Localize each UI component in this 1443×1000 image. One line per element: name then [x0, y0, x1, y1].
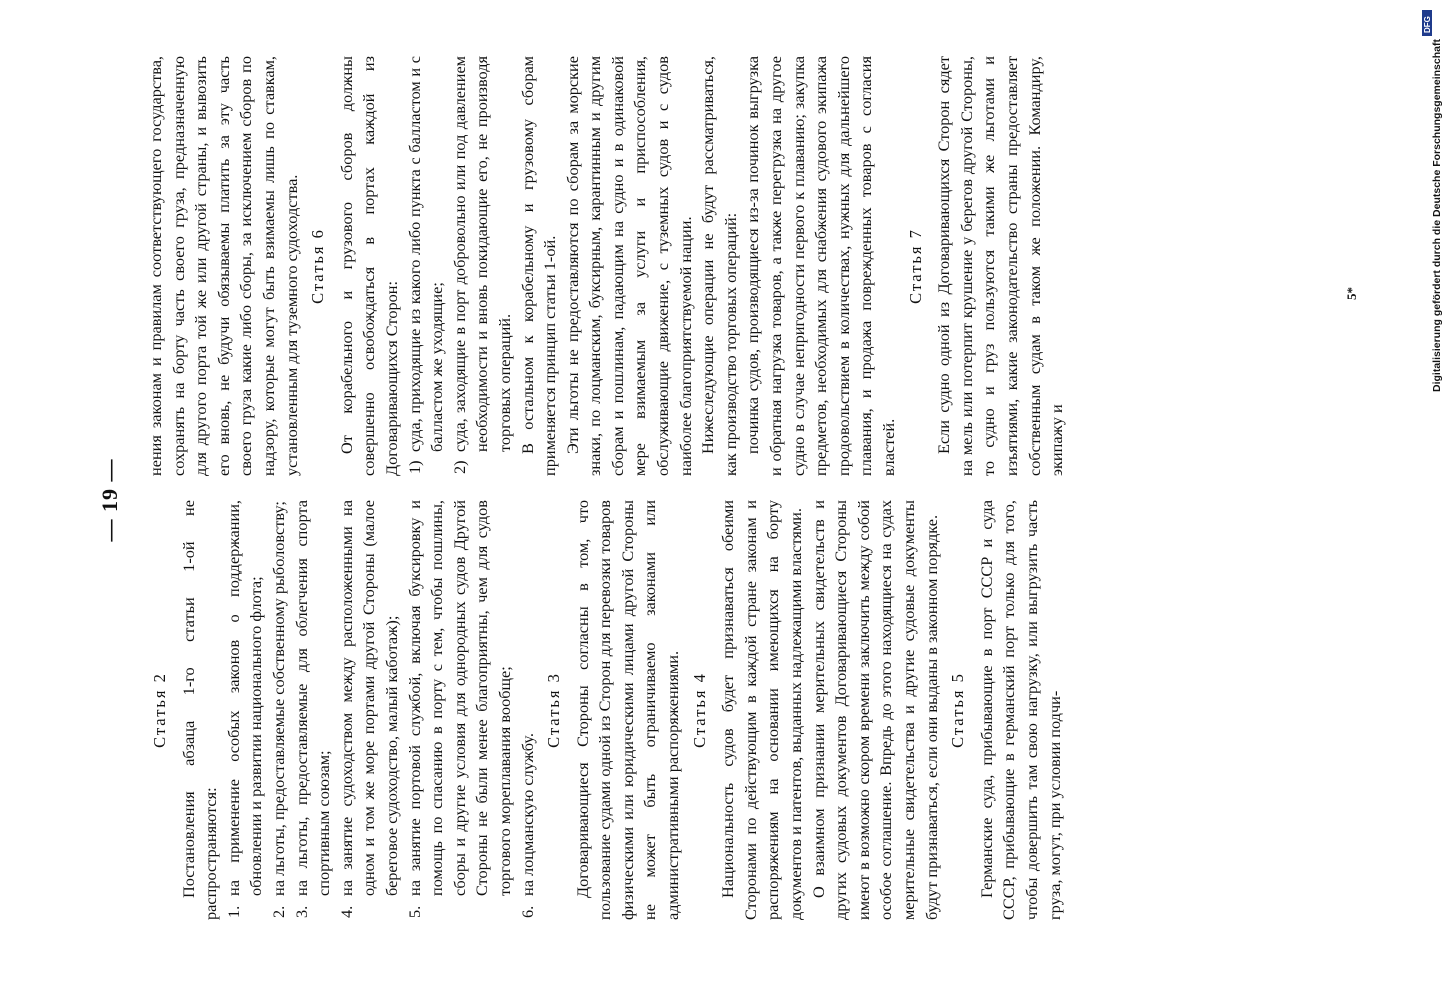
- article-title: Статья 2: [150, 672, 169, 748]
- rotated-document-page: [17, 50, 1357, 950]
- list-item-number: 6.: [517, 905, 537, 918]
- paragraph: Если судно одной из Договаривающихся Сторон сядет на мель или потерпит крушение у берегов другой Стороны, то судно и груз пользуются такими же льготами и изъятиями, какие законодательство страны предоставляет собственным судам в таком же положении. Командиру, экипажу и: [934, 56, 1067, 476]
- list-item: [517, 500, 540, 918]
- funding-watermark: Digitalisierung gefördert durch die Deutsche Forschungsgemeinschaft: [1431, 39, 1443, 392]
- paragraph: О взаимном признании мерительных свидетельств и других судовых документов Договаривающиеся Стороны имеют в возможно скором времени заключить между собой особое соглашение. Впредь до этого находящиеся на судах мерительные свидетельства и другие судовые документы будут признаваться, если они выданы в законном порядке.: [808, 500, 941, 920]
- paragraph: нения законам и правилам соответствующего государства, сохранять на борту часть своего груза, предназначенную для другого порта той же или другой страны, и вывозить его вновь, не будучи обязываемы платить за эту часть своего груза какие либо сборы, за исключением сборов по надзору, которые могут быть взимаемы лишь по ставкам, установленным для туземного судоходства.: [146, 56, 301, 476]
- list-item-number: 2): [449, 460, 469, 474]
- list-item: [223, 500, 268, 918]
- paragraph: Эти льготы не предоставляются по сборам за морские знаки, по лоцманским, буксирным, карантинным и другим сборам и пошлинам, падающим на судно и в одинаковой мере взимаемым за услуги и приспособления, обслуживающие движение, с туземных судов и с судов наиболее благоприятствуемой нации.: [562, 56, 695, 476]
- dfg-logo: [1422, 10, 1432, 36]
- paragraph: От корабельного и грузового сборов должны совершенно освобождаться в портах каждой из Договаривающихся Сторон:: [336, 56, 401, 476]
- paragraph: Национальность судов будет признаваться обеими Сторонами по действующим в каждой стране законам и распоряжениям на основании имеющихся на борту документов и патентов, выданных надлежащими властями.: [718, 500, 806, 920]
- list-item-number: 1): [404, 460, 424, 474]
- list-item-text: на занятие портовой службой, включая буксировку и помощь по спасанию в порту с тем, чтобы пошлины, сборы и другие условия для однородных судов Другой Стороны не были менее благоприятны, чем для судов торгового мореплавания вообще;: [404, 500, 514, 896]
- dfg-logo-text: DFG: [1423, 16, 1432, 33]
- paragraph: починка судов, производящиеся из-за починок выгрузка и обратная нагрузка товаров, а также перегрузка на другое судно в случае непригодности первого к плаванию; закупка предметов, необходимых для снабжения судового экипажа продовольствием в количествах, нужных для дальнейшего плавания, и продажа поврежденных товаров с согласия властей.: [743, 56, 898, 476]
- signature-mark: 5*: [1344, 287, 1359, 300]
- right-column: [145, 56, 1069, 476]
- list-item: [404, 500, 517, 918]
- article-title: Статья 5: [948, 672, 968, 748]
- paragraph: Договаривающиеся Стороны согласны в том, что пользование судами одной из Сторон для перевозки товаров физическими или юридическими лицами другой Стороны не может быть ограничиваемо законами или административными распоряжениями.: [572, 500, 683, 920]
- list-item: [291, 500, 336, 918]
- list-item-number: 4.: [336, 905, 356, 918]
- list-item-text: суда, приходящие из какого либо пункта с балластом и с балластом же уходящие;: [404, 56, 447, 452]
- list-item-text: на льготы, предоставляемые собственному рыболовству;: [268, 501, 288, 896]
- article-title: Статья 4: [689, 672, 709, 748]
- list-item-number: 5.: [404, 905, 424, 918]
- article-title: Статья 7: [905, 228, 925, 304]
- list-item-number: 1.: [223, 905, 243, 918]
- list-item: [336, 500, 404, 918]
- list-item: [449, 56, 517, 474]
- paragraph: Нижеследующие операции не будут рассматриваться, как производство торговых операций:: [698, 56, 740, 476]
- left-column: [145, 500, 1066, 920]
- list-item: [268, 500, 291, 918]
- paragraph: Постановления абзаца 1-го статьи 1-ой не распространяются:: [178, 500, 221, 920]
- list-item-text: на лоцманскую службу.: [517, 733, 537, 896]
- list-item-text: суда, заходящие в порт добровольно или под давлением необходимости и вновь покидающие его, не производя торговых операций.: [449, 56, 514, 452]
- list-item-text: на льготы, предоставляемые для облегчения спорта спортивным союзам;: [291, 500, 334, 896]
- list-item-number: 2.: [268, 905, 288, 918]
- article-title: Статья 3: [544, 672, 564, 748]
- paragraph: В остальном к корабельному и грузовому сборам применяется принцип статьи 1-ой.: [517, 56, 560, 476]
- list-item-text: на занятие судоходством между расположенными на одном и том же море портами другой Стороны (малое береговое судоходство, малый каботаж);: [336, 500, 401, 896]
- page-number: — 19 —: [97, 458, 122, 542]
- list-item: [404, 56, 449, 474]
- list-item-number: 3.: [291, 905, 311, 918]
- list-item-text: на применение особых законов о поддержании, обновлении и развитии национального флота;: [223, 500, 266, 896]
- paragraph: Германские суда, прибывающие в порт СССР и суда СССР, прибывающие в германский порт только для того, чтобы довершить там свою нагрузку, или выгрузить часть груза, могут, при условии подчи-: [976, 500, 1064, 920]
- article-title: Статья 6: [308, 228, 328, 304]
